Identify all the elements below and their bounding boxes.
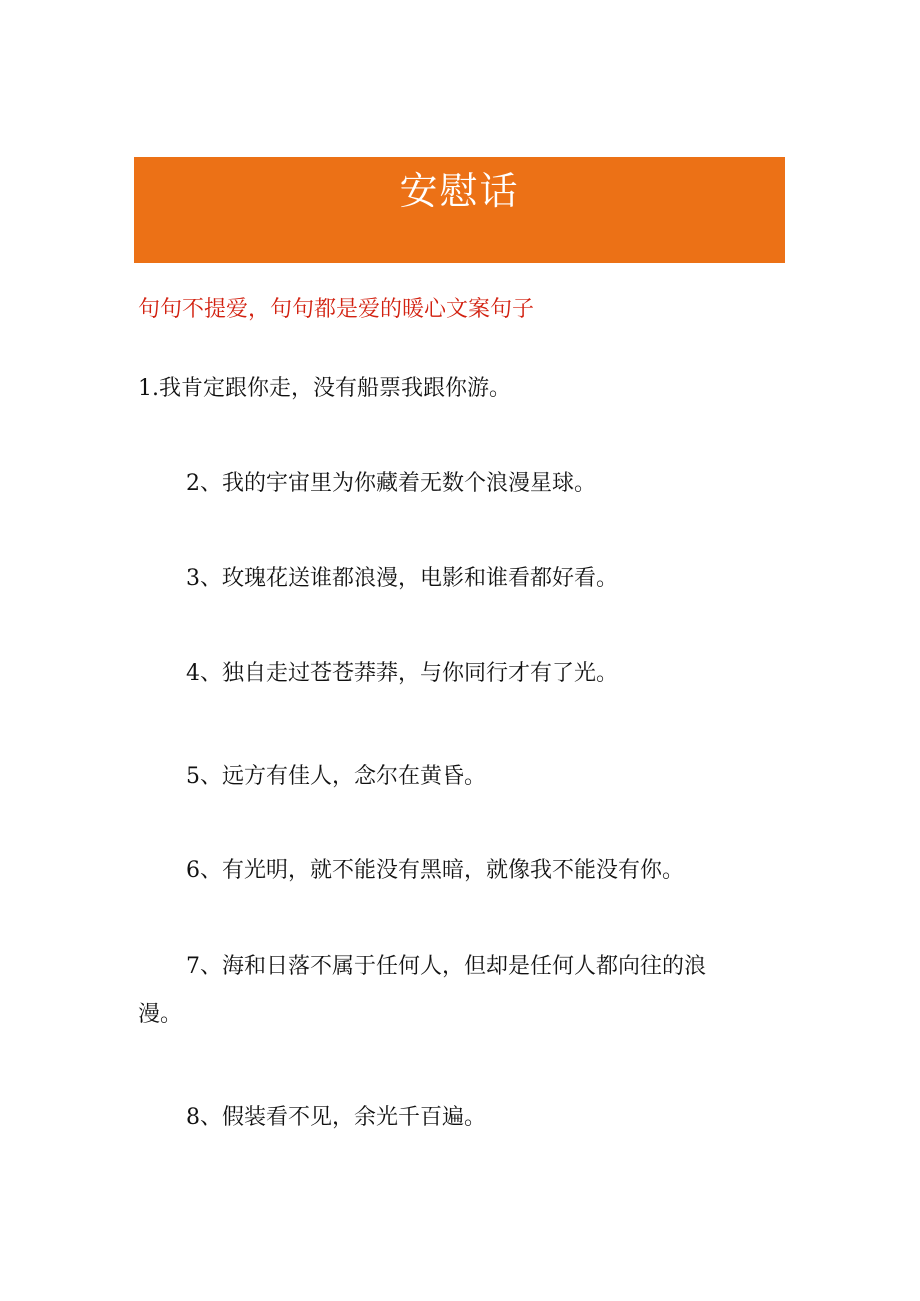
title-banner bbox=[134, 157, 785, 263]
list-item-text: 、我的宇宙里为你藏着无数个浪漫星球。 bbox=[200, 471, 597, 496]
list-item-text: 、有光明，就不能没有黑暗，就像我不能没有你。 bbox=[200, 858, 685, 883]
page-title: 安慰话 bbox=[399, 169, 520, 213]
list-item-text: 、假装看不见，余光千百遍。 bbox=[200, 1105, 487, 1130]
list-item-8 bbox=[186, 1100, 486, 1136]
list-item-number: 3 bbox=[186, 566, 200, 591]
list-item-text: 、远方有佳人，念尔在黄昏。 bbox=[200, 764, 487, 789]
list-item-text: 、海和日落不属于任何人，但却是任何人都向往的浪 bbox=[200, 954, 707, 979]
list-item-1 bbox=[138, 371, 511, 407]
list-item-number: 1. bbox=[138, 376, 159, 401]
subtitle: 句句不提爱，句句都是爱的暖心文案句子 bbox=[138, 297, 535, 322]
list-item-number: 2 bbox=[186, 471, 200, 496]
list-item-number: 4 bbox=[186, 661, 200, 686]
list-item-5 bbox=[186, 759, 486, 795]
list-item-number: 6 bbox=[186, 858, 200, 883]
list-item-7-continuation: 漫。 bbox=[138, 1002, 183, 1027]
list-item-text: 、独自走过苍苍莽莽，与你同行才有了光。 bbox=[200, 661, 619, 686]
list-item-text: 我肯定跟你走，没有船票我跟你游。 bbox=[159, 376, 512, 401]
list-item-6 bbox=[186, 853, 684, 889]
list-item-4 bbox=[186, 656, 618, 692]
list-item-number: 5 bbox=[186, 764, 200, 789]
list-item-number: 7 bbox=[186, 954, 200, 979]
list-item-number: 8 bbox=[186, 1105, 200, 1130]
list-item-text: 、玫瑰花送谁都浪漫，电影和谁看都好看。 bbox=[200, 566, 619, 591]
list-item-2 bbox=[186, 466, 596, 502]
list-item-3 bbox=[186, 561, 618, 597]
list-item-7 bbox=[186, 949, 706, 985]
